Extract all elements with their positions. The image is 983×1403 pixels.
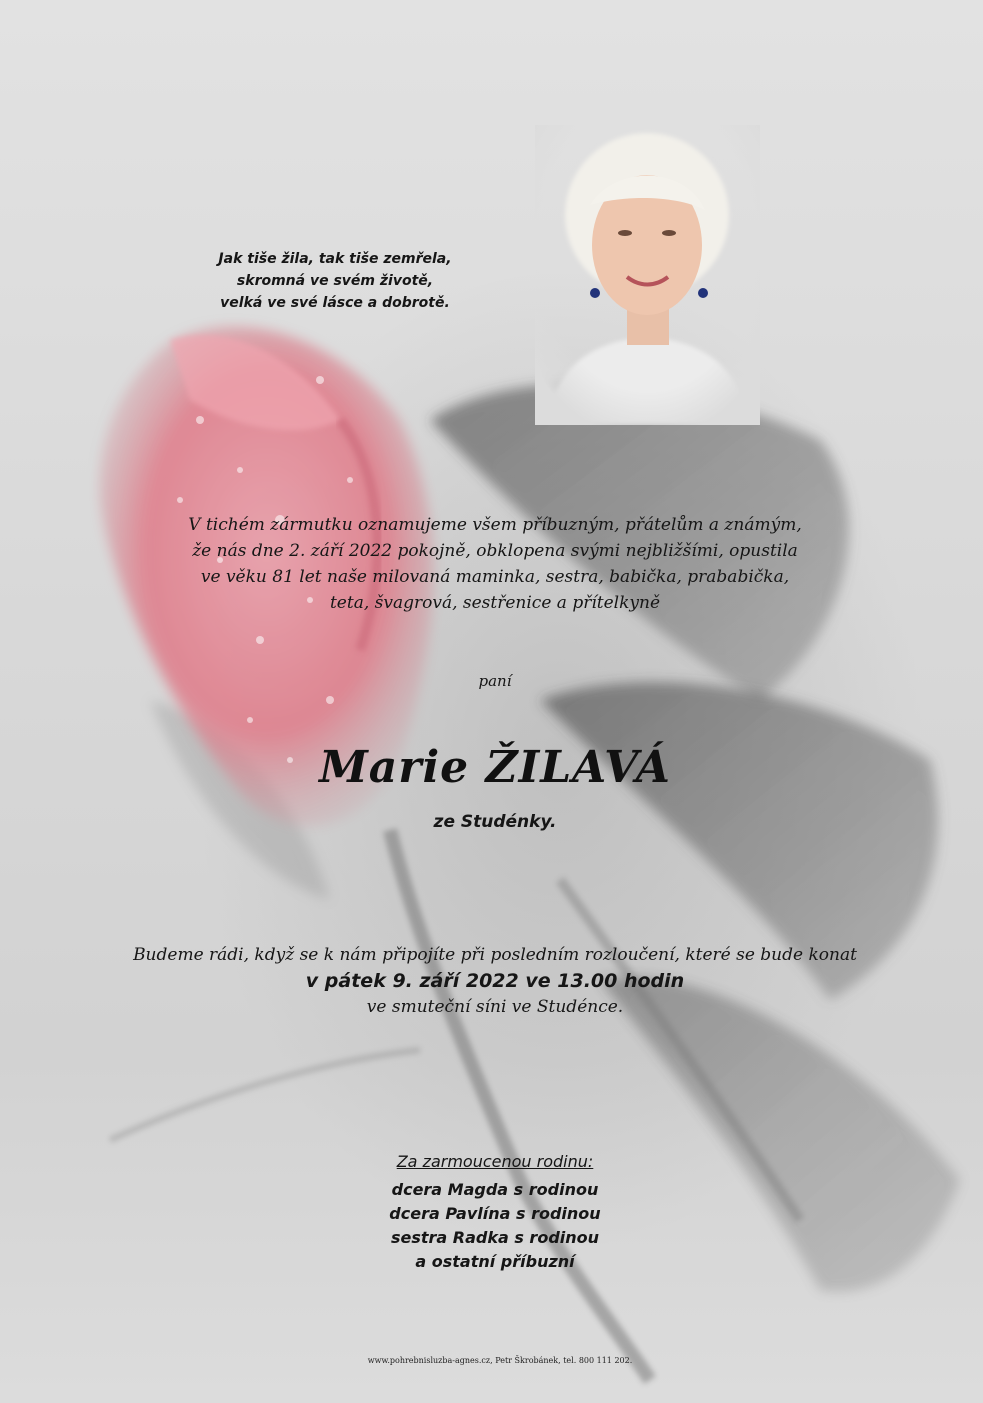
funeral-invitation: [80, 942, 910, 1020]
funeral-service-footer[interactable]: www.pohrebnisluzba-agnes.cz, Petr Škrobánek, tel. 800 111 202.: [367, 1356, 633, 1365]
ceremony-place: ve smuteční síni ve Studénce.: [366, 997, 624, 1017]
family-member: dcera Pavlína s rodinou: [389, 1204, 601, 1223]
motto-verse: [175, 248, 495, 314]
announcement-line: že nás dne 2. září 2022 pokojně, obklopena svými nejbližšími, opustila: [192, 541, 798, 561]
ceremony-date-time: v pátek 9. září 2022 ve 13.00 hodin: [305, 970, 685, 992]
family-member: dcera Magda s rodinou: [391, 1180, 599, 1199]
portrait-photo-icon: [535, 125, 760, 425]
motto-line: velká ve své lásce a dobrotě.: [220, 295, 450, 311]
family-heading: Za zarmoucenou rodinu:: [396, 1152, 594, 1171]
family-member: sestra Radka s rodinou: [390, 1228, 600, 1247]
announcement-line: ve věku 81 let naše milovaná maminka, sestra, babička, prababička,: [200, 567, 790, 587]
honorific: paní: [478, 672, 512, 690]
family-member: a ostatní příbuzní: [415, 1252, 575, 1271]
family-signatures: [345, 1150, 645, 1274]
motto-line: Jak tiše žila, tak tiše zemřela,: [218, 251, 452, 267]
announcement-line: V tichém zármutku oznamujeme všem příbuzným, přátelům a známým,: [188, 515, 802, 535]
death-announcement: [100, 512, 890, 616]
announcement-line: teta, švagrová, sestřenice a přítelkyně: [329, 593, 661, 613]
deceased-name: Marie ŽILAVÁ: [319, 742, 671, 793]
invitation-text: Budeme rádi, když se k nám připojíte při posledním rozloučení, které se bude konat: [133, 945, 857, 965]
deceased-origin: ze Studénky.: [433, 812, 557, 832]
motto-line: skromná ve svém životě,: [236, 273, 434, 289]
